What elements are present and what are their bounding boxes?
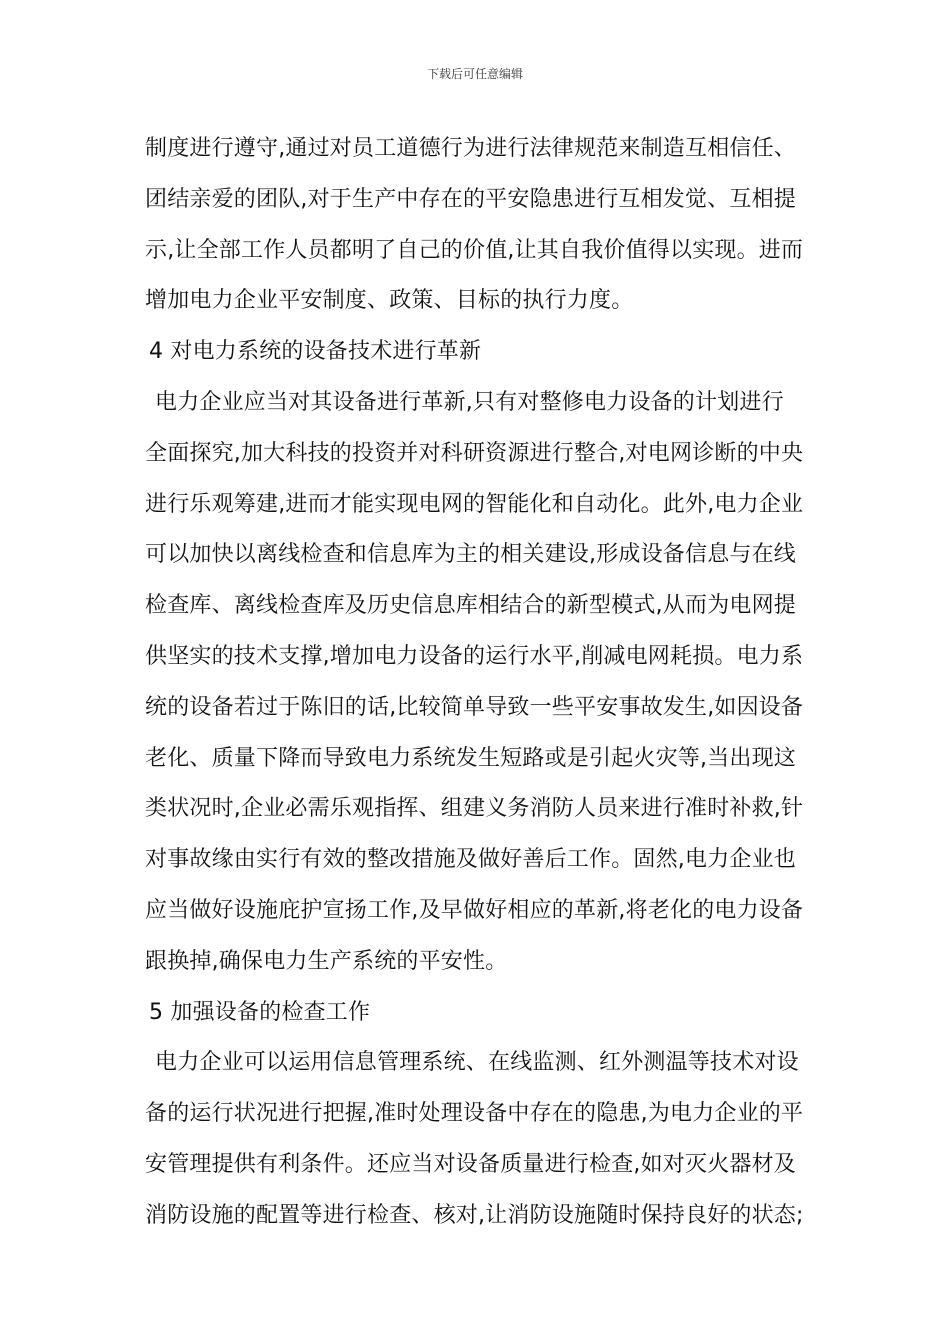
text-line: 对事故缘由实行有效的整改措施及做好善后工作。固然,电力企业也: [145, 847, 796, 873]
text-line: 团结亲爱的团队,对于生产中存在的平安隐患进行互相发觉、互相提: [145, 186, 796, 212]
text-line: 可以加快以离线检查和信息库为主的相关建设,形成设备信息与在线: [145, 542, 796, 568]
section-heading-5: 5 加强设备的检查工作: [149, 999, 371, 1025]
text-line: 供坚实的技术支撑,增加电力设备的运行水平,削减电网耗损。电力系: [145, 643, 804, 669]
text-line: 备的运行状况进行把握,准时处理设备中存在的隐患,为电力企业的平: [145, 1101, 804, 1127]
text-line: 类状况时,企业必需乐观指挥、组建义务消防人员来进行准时补救,针: [145, 796, 804, 822]
text-line: 制度进行遵守,通过对员工道德行为进行法律规范来制造互相信任、: [145, 136, 796, 161]
paragraph-start: 电力企业可以运用信息管理系统、在线监测、红外测温等技术对设: [155, 1050, 799, 1076]
text-line: 跟换掉,确保电力生产系统的平安性。: [145, 948, 508, 974]
text-line: 应当做好设施庇护宣扬工作,及早做好相应的革新,将老化的电力设备: [145, 897, 804, 923]
text-line: 安管理提供有利条件。还应当对设备质量进行检查,如对灭火器材及: [145, 1151, 796, 1177]
text-line: 消防设施的配置等进行检查、核对,让消防设施随时保持良好的状态;: [145, 1202, 804, 1228]
text-line: 全面探究,加大科技的投资并对科研资源进行整合,对电网诊断的中央: [145, 440, 804, 466]
paragraph-start: 电力企业应当对其设备进行革新,只有对整修电力设备的计划进行: [155, 389, 784, 415]
text-line: 增加电力企业平安制度、政策、目标的执行力度。: [145, 288, 634, 314]
text-line: 示,让全部工作人员都明了自己的价值,让其自我价值得以实现。进而: [145, 237, 804, 263]
text-line: 统的设备若过于陈旧的话,比较简单导致一些平安事故发生,如因设备: [145, 694, 804, 720]
section-heading-4: 4 对电力系统的设备技术进行革新: [149, 339, 482, 365]
document-body: [145, 124, 815, 1242]
text-line: 老化、质量下降而导致电力系统发生短路或是引起火灾等,当出现这: [145, 745, 796, 771]
text-line: 进行乐观筹建,进而才能实现电网的智能化和自动化。此外,电力企业: [145, 491, 804, 517]
page-header-note: 下载后可任意编辑: [426, 67, 523, 81]
text-line: 检查库、离线检查库及历史信息库相结合的新型模式,从而为电网提: [145, 593, 796, 619]
